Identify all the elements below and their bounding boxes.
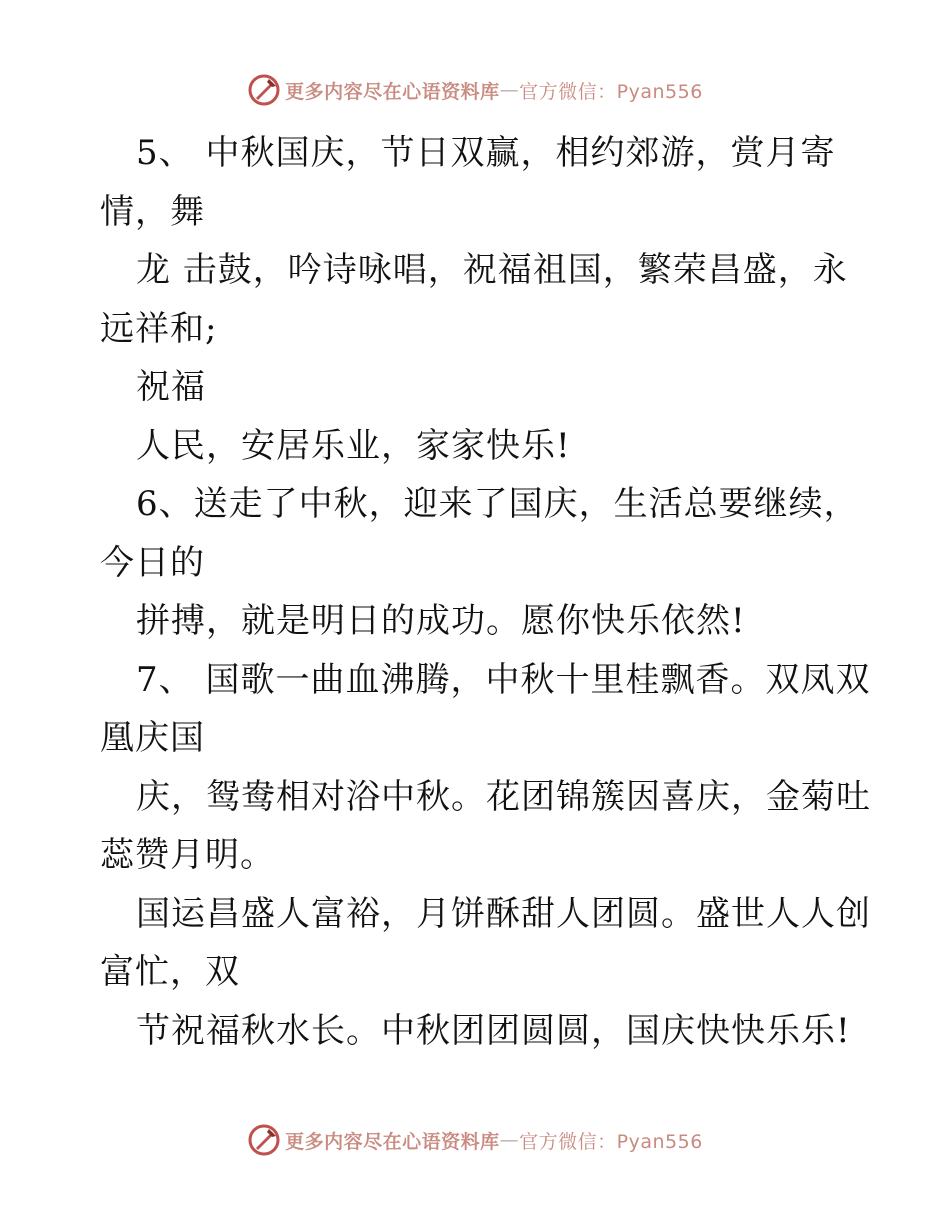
- banner-text: 更多内容尽在心语资料库: [285, 80, 500, 103]
- banner-separator: —: [499, 79, 520, 101]
- banner-wechat-handle: 官方微信：Pyan556: [519, 1130, 703, 1153]
- text-line: 情，舞: [100, 191, 205, 232]
- text-line: 祝福: [136, 367, 206, 407]
- text-line: 7、 国歌一曲血沸腾，中秋十里桂飘香。双凤双: [136, 659, 871, 700]
- text-line: 庆，鸳鸯相对浴中秋。花团锦簇因喜庆，金菊吐: [136, 776, 871, 817]
- text-line: 国运昌盛人富裕，月饼酥甜人团圆。盛世人人创: [136, 893, 871, 934]
- text-line: 人民，安居乐业，家家快乐!: [136, 425, 571, 466]
- text-line: 拼搏，就是明日的成功。愿你快乐依然!: [136, 601, 746, 641]
- header-banner: [0, 70, 950, 110]
- text-line: 6、送走了中秋，迎来了国庆，生活总要继续，: [136, 484, 859, 524]
- quill-logo-icon: [247, 73, 281, 107]
- text-line: 凰庆国: [100, 718, 205, 758]
- text-line: 今日的: [100, 542, 205, 583]
- document-body: [100, 124, 871, 1060]
- text-line: 节祝福秋水长。中秋团团圆圆，国庆快快乐乐!: [136, 1010, 851, 1051]
- banner-wechat-handle: 官方微信：Pyan556: [519, 80, 703, 103]
- quill-logo-icon: [247, 1123, 281, 1157]
- text-line: 远祥和;: [100, 308, 218, 349]
- text-line: 5、 中秋国庆，节日双赢，相约郊游，赏月寄: [136, 133, 836, 173]
- text-line: 龙 击鼓，吟诗咏唱，祝福祖国，繁荣昌盛，永: [136, 250, 848, 290]
- footer-banner: [0, 1120, 950, 1160]
- banner-separator: —: [499, 1129, 520, 1151]
- text-line: 富忙，双: [100, 952, 240, 992]
- text-line: 蕊赞月明。: [100, 835, 275, 875]
- banner-text: 更多内容尽在心语资料库: [285, 1130, 500, 1153]
